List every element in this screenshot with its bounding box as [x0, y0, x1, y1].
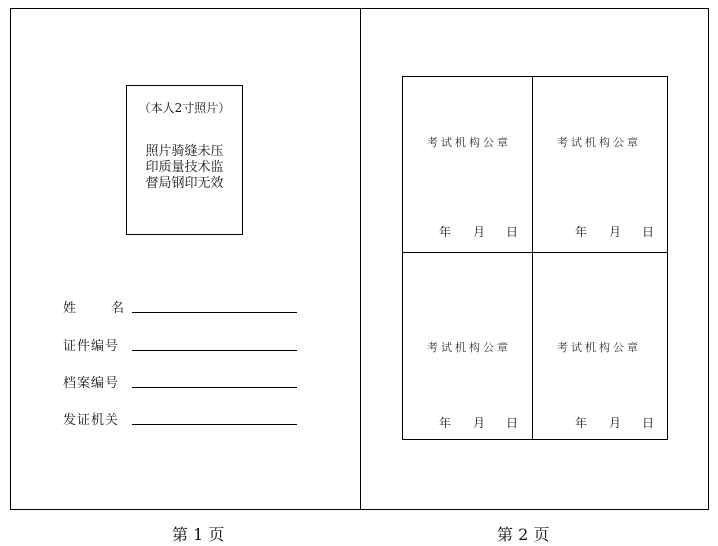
date-month: 月	[609, 416, 622, 430]
photo-note-line: 督局钢印无效	[145, 176, 224, 191]
photo-note	[127, 144, 242, 192]
stamp-cell	[403, 77, 535, 258]
stamp-label: 考试机构公章	[557, 136, 641, 149]
field-name	[63, 297, 303, 317]
field-issuer-label: 发证机关	[63, 413, 120, 428]
date-month: 月	[609, 225, 622, 239]
field-file-number	[63, 372, 303, 392]
field-cert-number-label: 证件编号	[63, 339, 120, 354]
certificate-spread	[10, 8, 709, 510]
stamp-label: 考试机构公章	[557, 341, 641, 354]
page-1-caption: 第 1 页	[172, 525, 225, 544]
date-year: 年	[439, 416, 452, 430]
date-year: 年	[575, 225, 588, 239]
field-issuer-line[interactable]	[132, 424, 297, 425]
stamp-cell	[533, 253, 665, 434]
photo-note-line: 照片骑缝未压	[145, 144, 224, 159]
stamp-grid	[402, 76, 668, 440]
stamp-label: 考试机构公章	[427, 341, 511, 354]
field-name-line[interactable]	[132, 312, 297, 313]
stamp-cell	[403, 253, 535, 434]
date-year: 年	[439, 225, 452, 239]
date-month: 月	[473, 225, 486, 239]
date-day: 日	[642, 416, 655, 430]
field-file-number-label: 档案编号	[63, 376, 120, 391]
photo-note-line: 印质量技术监	[145, 160, 224, 175]
field-name-label-char: 姓	[63, 301, 77, 316]
date-day: 日	[642, 225, 655, 239]
date-year: 年	[575, 416, 588, 430]
date-day: 日	[506, 416, 519, 430]
date-month: 月	[473, 416, 486, 430]
field-name-label-char: 名	[111, 301, 125, 316]
field-cert-number	[63, 335, 303, 355]
photo-box	[126, 85, 243, 235]
field-name-label	[63, 297, 124, 316]
field-issuer	[63, 409, 303, 429]
stamp-label: 考试机构公章	[427, 136, 511, 149]
stamp-cell	[533, 77, 665, 258]
field-file-number-line[interactable]	[132, 387, 297, 388]
photo-title: （本人2寸照片）	[138, 101, 231, 115]
page-2-caption: 第 2 页	[497, 525, 550, 544]
date-day: 日	[506, 225, 519, 239]
field-cert-number-line[interactable]	[132, 350, 297, 351]
page-divider	[360, 9, 361, 509]
